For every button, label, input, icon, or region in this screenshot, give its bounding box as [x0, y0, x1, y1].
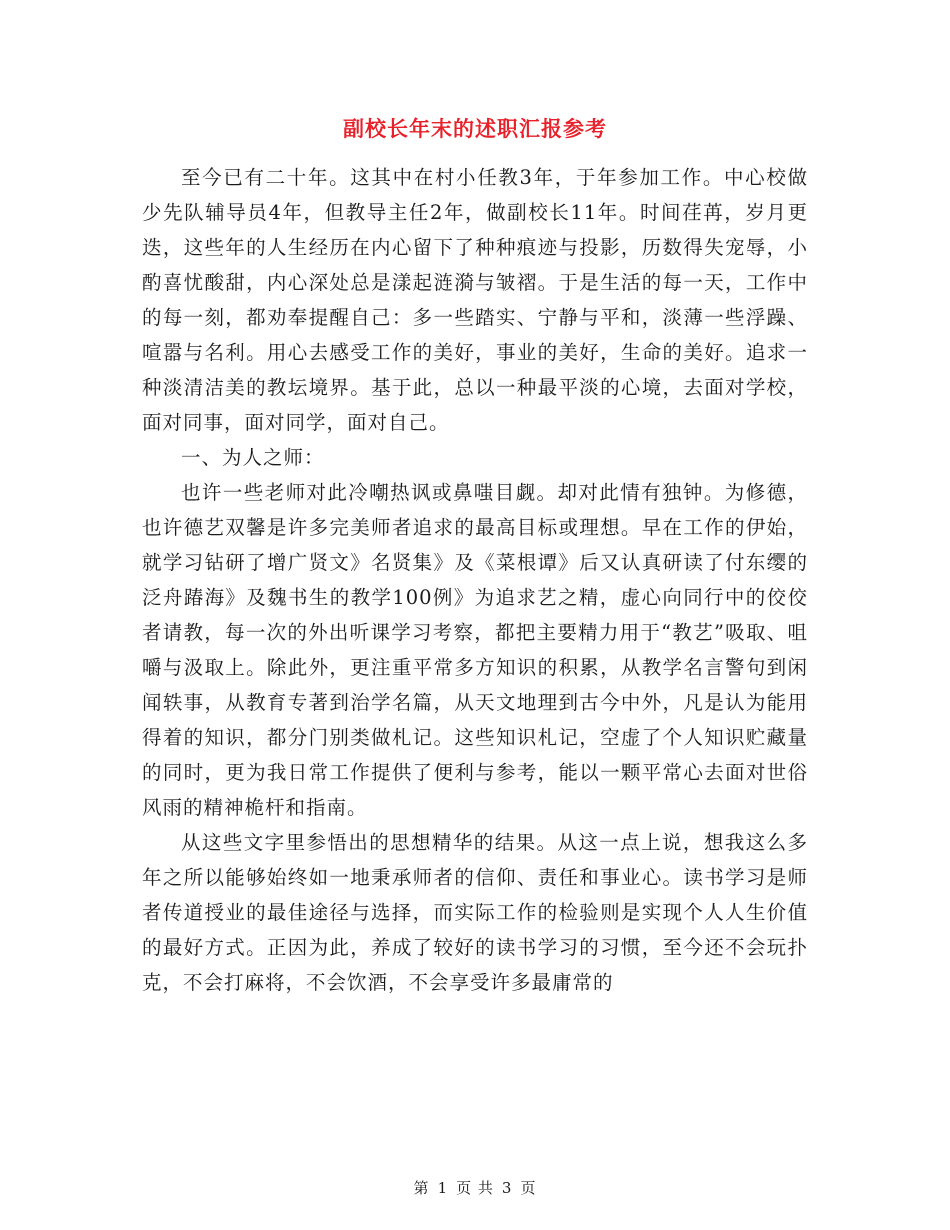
- document-title: 副校长年末的述职汇报参考: [343, 116, 607, 141]
- footer-prefix: 第: [413, 1179, 430, 1197]
- section-heading: 一、为人之师：: [181, 446, 325, 469]
- paragraph-intro: 至今已有二十年。这其中在村小任教3年，于年参加工作。中心校做少先队辅导员4年，但教导主任2年，做副校长11年。时间荏苒，岁月更迭，这些年的人生经历在内心留下了种种痕迹与投影，历数得失宠辱，小酌喜忧酸甜，内心深处总是漾起涟漪与皱褶。于是生活的每一天，工作中的每一刻，都劝奉提醒自己：多一些踏实、宁静与平和，淡薄一些浮躁、喧嚣与名利。用心去感受工作的美好，事业的美好，生命的美好。追求一种淡清洁美的教坛境界。基于此，总以一种最平淡的心境，去面对学校，面对同事，面对同学，面对自己。: [142, 166, 808, 434]
- paragraph-study: 也许一些老师对此冷嘲热讽或鼻嗤目觑。却对此情有独钟。为修德，也许德艺双馨是许多完美师者追求的最高目标或理想。早在工作的伊始，就学习钻研了增广贤文》名贤集》及《菜根谭》后又认真研读了付东缨的泛舟踳海》及魏书生的教学100例》为追求艺之精，虚心向同行中的佼佼者请教，每一次的外出听课学习考察，都把主要精力用于“教艺”吸取、咀嚼与汲取上。除此外，更注重平常多方知识的积累，从教学名言警句到闲闻轶事，从教育专著到治学名篇，从天文地理到古今中外，凡是认为能用得着的知识，都分门别类做札记。这些知识札记，空虚了个人知识贮藏量的同时，更为我日常工作提供了便利与参考，能以一颗平常心去面对世俗风雨的精神桅杆和指南。: [142, 481, 808, 819]
- document-body: [142, 160, 808, 1000]
- paragraph-reflection: 从这些文字里参悟出的思想精华的结果。从这一点上说，想我这么多年之所以能够始终如一地秉承师者的信仰、责任和事业心。读书学习是师者传道授业的最佳途径与选择，而实际工作的检验则是实现个人人生价值的最好方式。正因为此，养成了较好的读书学习的习惯，至今还不会玩扑克，不会打麻将，不会饮酒，不会享受许多最庸常的: [142, 831, 808, 994]
- footer-total-pages: 3: [501, 1179, 513, 1197]
- footer-suffix: 页: [520, 1179, 537, 1197]
- page-footer: [0, 1177, 950, 1198]
- footer-page-number: 1: [437, 1179, 449, 1197]
- footer-mid: 页 共: [456, 1179, 494, 1197]
